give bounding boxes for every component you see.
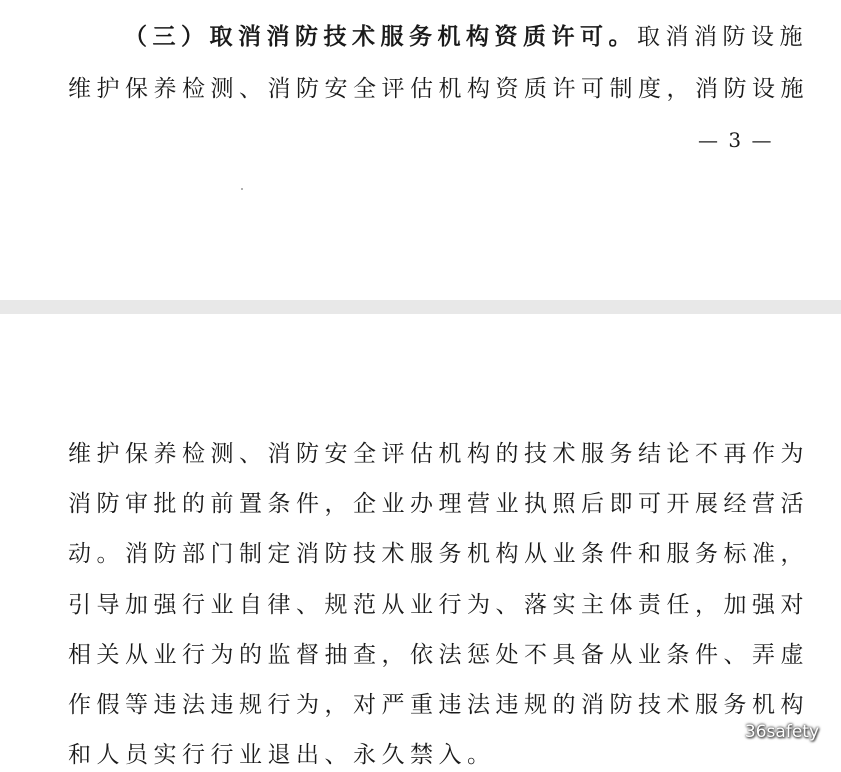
- watermark: [711, 720, 819, 744]
- paragraph-line: 引导加强行业自律、规范从业行为、落实主体责任，加强对: [68, 592, 809, 618]
- section-heading: （三）取消消防技术服务机构资质许可。: [124, 23, 637, 50]
- scan-speck: [241, 188, 243, 190]
- paragraph-line-1: [124, 22, 808, 52]
- paragraph-line-2: 维护保养检测、消防安全评估机构资质许可制度，消防设施: [68, 76, 809, 102]
- paragraph-line: 维护保养检测、消防安全评估机构的技术服务结论不再作为: [68, 441, 809, 467]
- page-top: [0, 0, 841, 300]
- paragraph-line: 消防审批的前置条件，企业办理营业执照后即可开展经营活: [68, 491, 809, 517]
- page-separator: [0, 300, 841, 314]
- page-number: — 3 —: [698, 128, 774, 152]
- paragraph-line: 相关从业行为的监督抽查，依法惩处不具备从业条件、弄虚: [68, 642, 809, 668]
- paragraph-line: 作假等违法违规行为，对严重违法违规的消防技术服务机构: [68, 692, 809, 718]
- paragraph-line: 和人员实行行业退出、永久禁入。: [68, 742, 496, 768]
- wechat-icon: [711, 720, 739, 744]
- watermark-text: 36safety: [744, 722, 819, 742]
- section-heading-text: 取消消防设施: [637, 24, 808, 50]
- paragraph-line: 动。消防部门制定消防技术服务机构从业条件和服务标准，: [68, 541, 809, 567]
- page-bottom: [0, 314, 841, 772]
